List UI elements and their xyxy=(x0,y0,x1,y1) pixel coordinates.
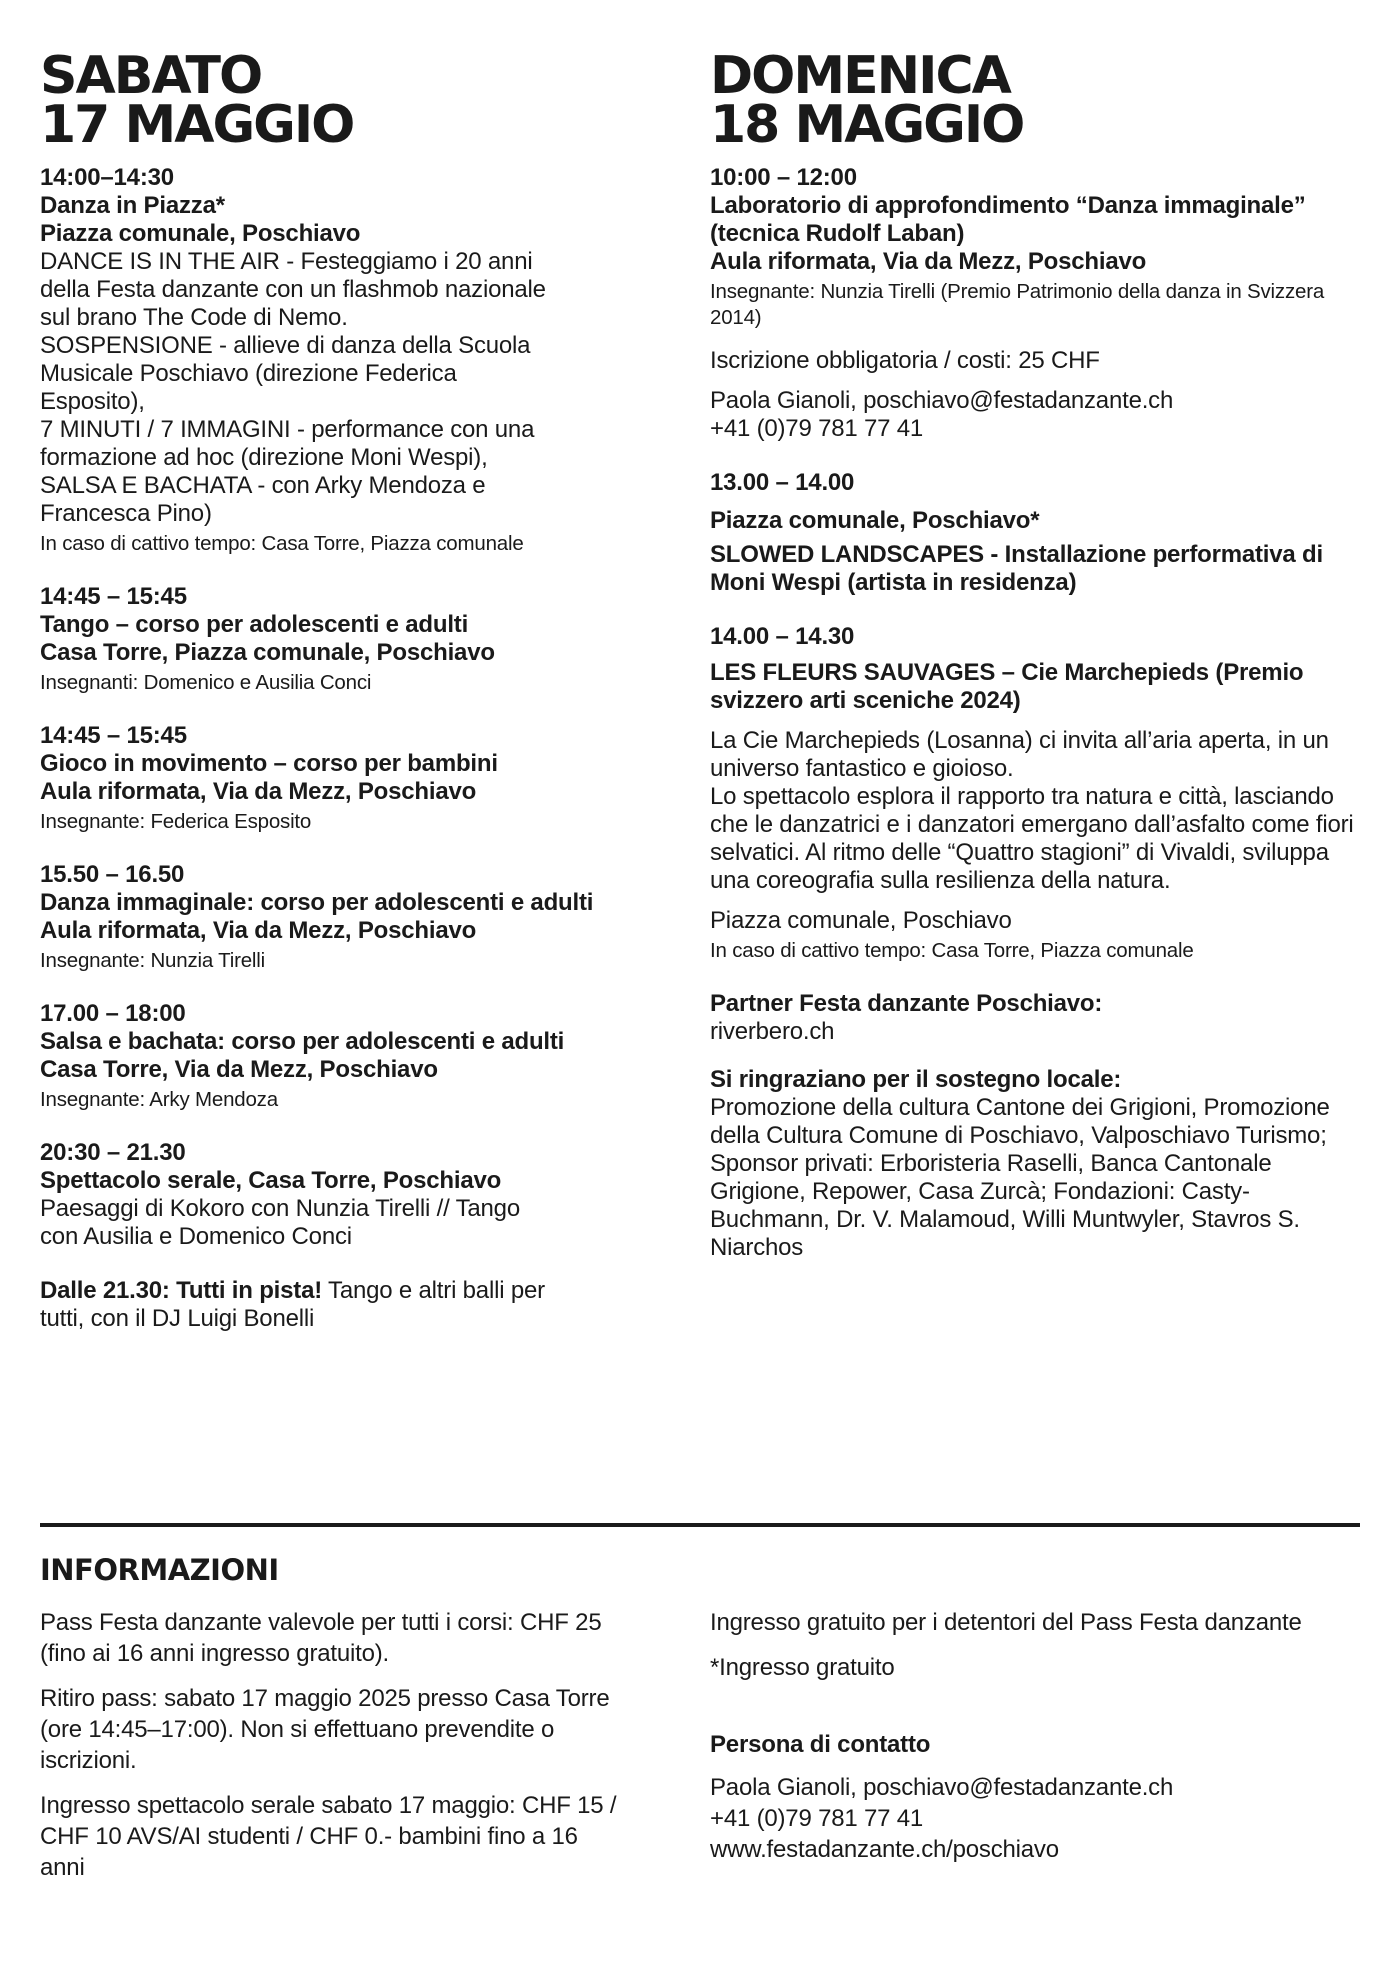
local-support-block xyxy=(710,1066,1360,1262)
partner-label: Partner Festa danzante Poschiavo: xyxy=(710,990,1103,1017)
partner-value: riverbero.ch xyxy=(710,1018,835,1045)
sunday-column xyxy=(710,46,1360,1523)
event-time: 15.50 – 16.50 xyxy=(40,861,185,888)
event-description-line: 7 MINUTI / 7 IMMAGINI - performance con una formazione ad hoc (direzione Moni Wespi), xyxy=(40,416,535,471)
event-registration-line: Iscrizione obbligatoria / costi: 25 CHF xyxy=(710,347,1100,374)
event-teacher-note: Insegnante: Arky Mendoza xyxy=(40,1088,278,1111)
saturday-date: 17 MAGGIO xyxy=(40,95,354,155)
event-venue: Casa Torre, Via da Mezz, Poschiavo xyxy=(40,1056,438,1083)
contact-name-email: Paola Gianoli, poschiavo@festadanzante.ch xyxy=(710,1774,1174,1801)
saturday-heading xyxy=(40,46,550,155)
event-venue: Aula riformata, Via da Mezz, Poschiavo xyxy=(40,917,477,944)
event-title: Spettacolo serale, Casa Torre, Poschiavo xyxy=(40,1167,502,1194)
saturday-day-name: SABATO xyxy=(40,46,262,106)
event-title: Tango – corso per adolescenti e adulti xyxy=(40,611,469,638)
event-time: 14:45 – 15:45 xyxy=(40,722,187,749)
event-contact-email: Paola Gianoli, poschiavo@festadanzante.ch xyxy=(710,387,1174,414)
contact-person-heading: Persona di contatto xyxy=(710,1731,931,1758)
event-title: Gioco in movimento – corso per bambini xyxy=(40,750,498,777)
info-section xyxy=(0,1527,1400,1883)
sunday-date: 18 MAGGIO xyxy=(710,95,1024,155)
info-pass-text: Pass Festa danzante valevole per tutti i corsi: CHF 25 (fino ai 16 anni ingresso gratuito). xyxy=(40,1609,602,1667)
event-gioco-in-movimento xyxy=(40,722,550,835)
event-time: 10:00 – 12:00 xyxy=(710,164,857,191)
event-venue: Casa Torre, Piazza comunale, Poschiavo xyxy=(40,639,495,666)
event-venue: Aula riformata, Via da Mezz, Poschiavo xyxy=(710,248,1147,275)
event-danza-in-piazza xyxy=(40,164,550,557)
event-title: LES FLEURS SAUVAGES – Cie Marchepieds (Premio svizzero arti sceniche 2024) xyxy=(710,659,1304,714)
event-title: Danza immaginale: corso per adolescenti e adulti xyxy=(40,889,594,916)
late-night-dance-line xyxy=(40,1277,550,1333)
event-time: 17.00 – 18:00 xyxy=(40,1000,186,1027)
event-time: 14:00–14:30 xyxy=(40,164,174,191)
event-description-line: SOSPENSIONE - allieve di danza della Scuola Musicale Poschiavo (direzione Federica Esposito), xyxy=(40,332,531,415)
sunday-day-name: DOMENICA xyxy=(710,46,1010,106)
contact-phone: +41 (0)79 781 77 41 xyxy=(710,1805,924,1832)
event-spettacolo-serale xyxy=(40,1139,550,1251)
late-night-dance-rest: Tango e altri balli per tutti, con il DJ Luigi Bonelli xyxy=(40,1277,545,1332)
info-asterisk-note: *Ingresso gratuito xyxy=(710,1654,895,1681)
event-title: Salsa e bachata: corso per adolescenti e adulti xyxy=(40,1028,565,1055)
event-venue: Piazza comunale, Poschiavo xyxy=(710,907,1012,934)
event-teacher-note: Insegnanti: Domenico e Ausilia Conci xyxy=(40,671,372,694)
event-title: Danza in Piazza* xyxy=(40,192,225,219)
event-tango-corso xyxy=(40,583,550,696)
local-support-text: Promozione della cultura Cantone dei Grigioni, Promozione della Cultura Comune di Poschiavo, Valposchiavo Turismo; Sponsor privati: Erboristeria Raselli, Banca Cantonale Grigione, Repower, Casa Zurcà; Fondazioni: Casty-Buchmann, Dr. V. Malamoud, Willi Muntwyler, Stavros S. Niarchos xyxy=(710,1094,1330,1261)
event-les-fleurs-sauvages xyxy=(710,623,1360,964)
info-pass-pickup-text: Ritiro pass: sabato 17 maggio 2025 presso Casa Torre (ore 14:45–17:00). Non si effettuano prevendite o iscrizioni. xyxy=(40,1685,610,1774)
sunday-heading xyxy=(710,46,1360,155)
event-slowed-landscapes xyxy=(710,469,1360,597)
info-grid xyxy=(40,1607,1360,1883)
event-time: 14:45 – 15:45 xyxy=(40,583,187,610)
saturday-column xyxy=(40,46,594,1523)
event-laboratorio xyxy=(710,164,1360,443)
info-heading: INFORMAZIONI xyxy=(40,1553,279,1587)
event-salsa-bachata xyxy=(40,1000,565,1113)
contact-website: www.festadanzante.ch/poschiavo xyxy=(710,1836,1059,1863)
local-support-label: Si ringraziano per il sostegno locale: xyxy=(710,1066,1122,1093)
event-danza-immaginale xyxy=(40,861,594,974)
partner-block xyxy=(710,990,1360,1046)
info-evening-show-price-text: Ingresso spettacolo serale sabato 17 maggio: CHF 15 / CHF 10 AVS/AI studenti / CHF 0.- bambini fino a 16 anni xyxy=(40,1792,617,1881)
event-weather-note: In caso di cattivo tempo: Casa Torre, Piazza comunale xyxy=(710,939,1194,962)
info-left-column xyxy=(40,1607,620,1883)
event-venue: Piazza comunale, Poschiavo* xyxy=(710,507,1040,534)
event-weather-note: In caso di cattivo tempo: Casa Torre, Piazza comunale xyxy=(40,532,524,555)
event-venue: Aula riformata, Via da Mezz, Poschiavo xyxy=(40,778,477,805)
event-description-line: DANCE IS IN THE AIR - Festeggiamo i 20 anni della Festa danzante con un flashmob nazionale sul brano The Code di Nemo. xyxy=(40,248,546,331)
event-description-line: Lo spettacolo esplora il rapporto tra natura e città, lasciando che le danzatrici e i danzatori emergano dall’asfalto come fiori selvatici. Al ritmo delle “Quattro stagioni” di Vivaldi, sviluppa una coreografia sulla resilienza della natura. xyxy=(710,783,1354,894)
info-free-entry-text: Ingresso gratuito per i detentori del Pass Festa danzante xyxy=(710,1609,1302,1636)
event-description-line: La Cie Marchepieds (Losanna) ci invita all’aria aperta, in un universo fantastico e gioioso. xyxy=(710,727,1329,782)
event-time: 13.00 – 14.00 xyxy=(710,469,855,496)
event-contact-phone: +41 (0)79 781 77 41 xyxy=(710,415,924,442)
event-teacher-note: Insegnante: Federica Esposito xyxy=(40,810,312,833)
event-description-line: Paesaggi di Kokoro con Nunzia Tirelli // Tango con Ausilia e Domenico Conci xyxy=(40,1195,520,1250)
late-night-dance-lead: Dalle 21.30: Tutti in pista! xyxy=(40,1277,323,1304)
event-title: SLOWED LANDSCAPES - Installazione performativa di Moni Wespi (artista in residenza) xyxy=(710,541,1323,596)
event-venue: Piazza comunale, Poschiavo xyxy=(40,220,361,247)
event-title: Laboratorio di approfondimento “Danza immaginale” (tecnica Rudolf Laban) xyxy=(710,192,1306,247)
info-right-column xyxy=(710,1607,1360,1883)
event-time: 20:30 – 21.30 xyxy=(40,1139,186,1166)
event-teacher-note: Insegnante: Nunzia Tirelli xyxy=(40,949,265,972)
event-teacher-note: Insegnante: Nunzia Tirelli (Premio Patrimonio della danza in Svizzera 2014) xyxy=(710,280,1325,329)
event-description-line: SALSA E BACHATA - con Arky Mendoza e Francesca Pino) xyxy=(40,472,486,527)
event-time: 14.00 – 14.30 xyxy=(710,623,855,650)
